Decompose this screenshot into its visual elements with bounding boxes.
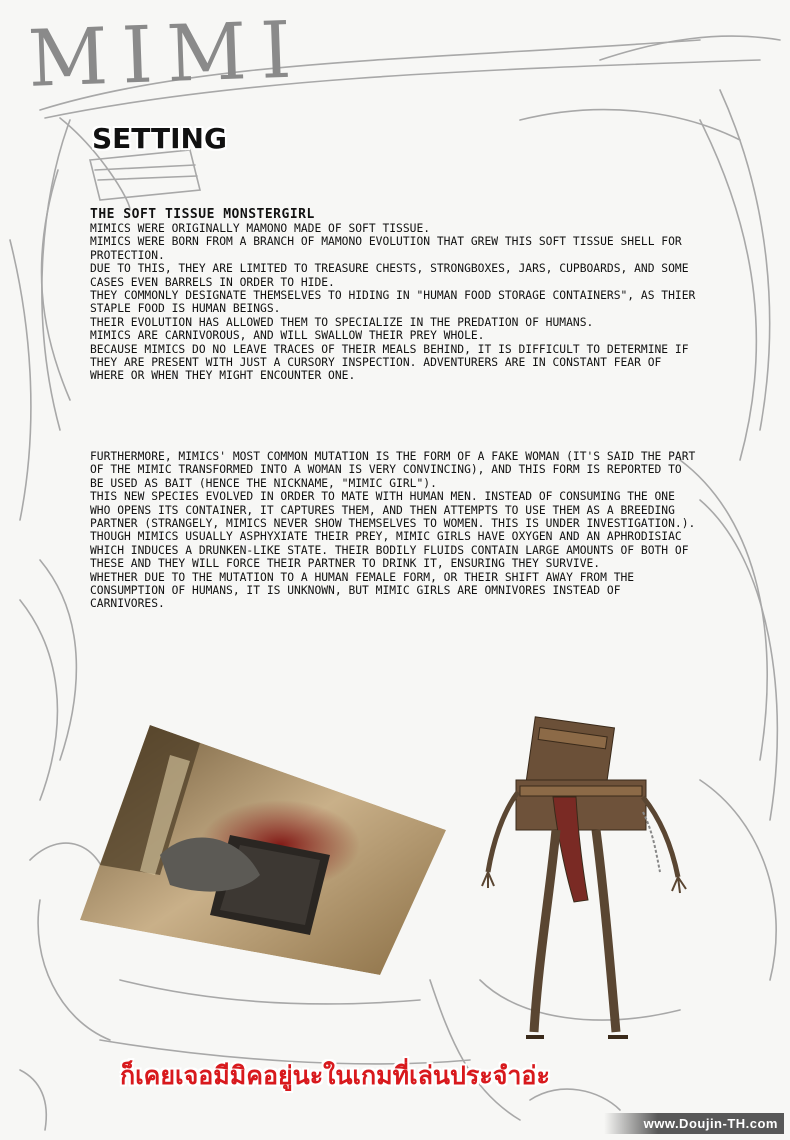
paragraph-line: THEY COMMONLY DESIGNATE THEMSELVES TO HIDING IN "HUMAN FOOD STORAGE CONTAINERS", AS THIER STAPLE FOOD IS HUMAN BEINGS. — [90, 289, 696, 316]
paragraph-line: BECAUSE MIMICS DO NO LEAVE TRACES OF THEIR MEALS BEHIND, IT IS DIFFICULT TO DETERMINE IF THEY ARE PRESENT WITH JUST A CURSORY INSPECTION. ADVENTURERS ARE IN CONSTANT FEAR OF WHERE OR WHEN THEY MIGHT ENCOUNTER ONE. — [90, 342, 689, 383]
paragraph-line: THOUGH MIMICS USUALLY ASPHYXIATE THEIR PREY, MIMIC GIRLS HAVE OXYGEN AND AN APHRODISIAC WHICH INDUCES A DRUNKEN-LIKE STATE. THEIR BODILY FLUIDS CONTAIN LARGE AMOUNTS OF BOTH OF THESE AND THEY WILL FORCE THEIR PARTNER TO DRINK IT, ENSURING THEY SURVIVE. — [90, 530, 689, 571]
paragraph-line: MIMICS WERE ORIGINALLY MAMONO MADE OF SOFT TISSUE. — [90, 222, 431, 235]
paragraph-line: MIMICS ARE CARNIVOROUS, AND WILL SWALLOW THEIR PREY WHOLE. — [90, 329, 485, 343]
body-text-block-1 — [90, 207, 702, 383]
paragraph-line: FURTHERMORE, MIMICS' MOST COMMON MUTATION IS THE FORM OF A FAKE WOMAN (IT'S SAID THE PART OF THE MIMIC TRANSFORMED INTO A WOMAN IS VERY CONVINCING), AND THIS FORM IS REPORTED TO BE USED AS BAIT (HENCE THE NICKNAME, "MIMIC GIRL"). — [90, 450, 696, 490]
thai-caption: ก็เคยเจอมีมิคอยู่นะในเกมที่เล่นประจำอ่ะ — [120, 1061, 550, 1090]
subheading: THE SOFT TISSUE MONSTERGIRL — [90, 207, 315, 222]
section-heading: SETTING — [92, 122, 227, 155]
body-text-block-2 — [90, 450, 702, 611]
paragraph-line: THEIR EVOLUTION HAS ALLOWED THEM TO SPECIALIZE IN THE PREDATION OF HUMANS. — [90, 315, 594, 329]
game-screenshot-image — [80, 725, 446, 975]
paragraph-line: WHETHER DUE TO THE MUTATION TO A HUMAN FEMALE FORM, OR THEIR SHIFT AWAY FROM THE CONSUMPTION OF HUMANS, IT IS UNKNOWN, BUT MIMIC GIRLS ARE OMNIVORES INSTEAD OF CARNIVORES. — [90, 570, 635, 611]
site-watermark: www.Doujin-TH.com — [604, 1113, 784, 1134]
paragraph-line: DUE TO THIS, THEY ARE LIMITED TO TREASURE CHESTS, STRONGBOXES, JARS, CUPBOARDS, AND SOME CASES EVEN BARRELS IN ORDER TO HIDE. — [90, 262, 689, 289]
mimic-creature-image — [478, 702, 703, 1047]
paragraph-line: THIS NEW SPECIES EVOLVED IN ORDER TO MATE WITH HUMAN MEN. INSTEAD OF CONSUMING THE ONE WHO OPENS ITS CONTAINER, IT CAPTURES THEM, AND THEN ATTEMPTS TO USE THEM AS A BREEDING PARTNER (STRANGELY, MIMICS NEVER SHOW THEMSELVES TO WOMEN. THIS IS UNDER INVESTIGATION.). — [90, 490, 696, 531]
page-title: MIMI — [26, 5, 307, 105]
paragraph-line: MIMICS WERE BORN FROM A BRANCH OF MAMONO EVOLUTION THAT GREW THIS SOFT TISSUE SHELL FOR PROTECTION. — [90, 235, 682, 262]
